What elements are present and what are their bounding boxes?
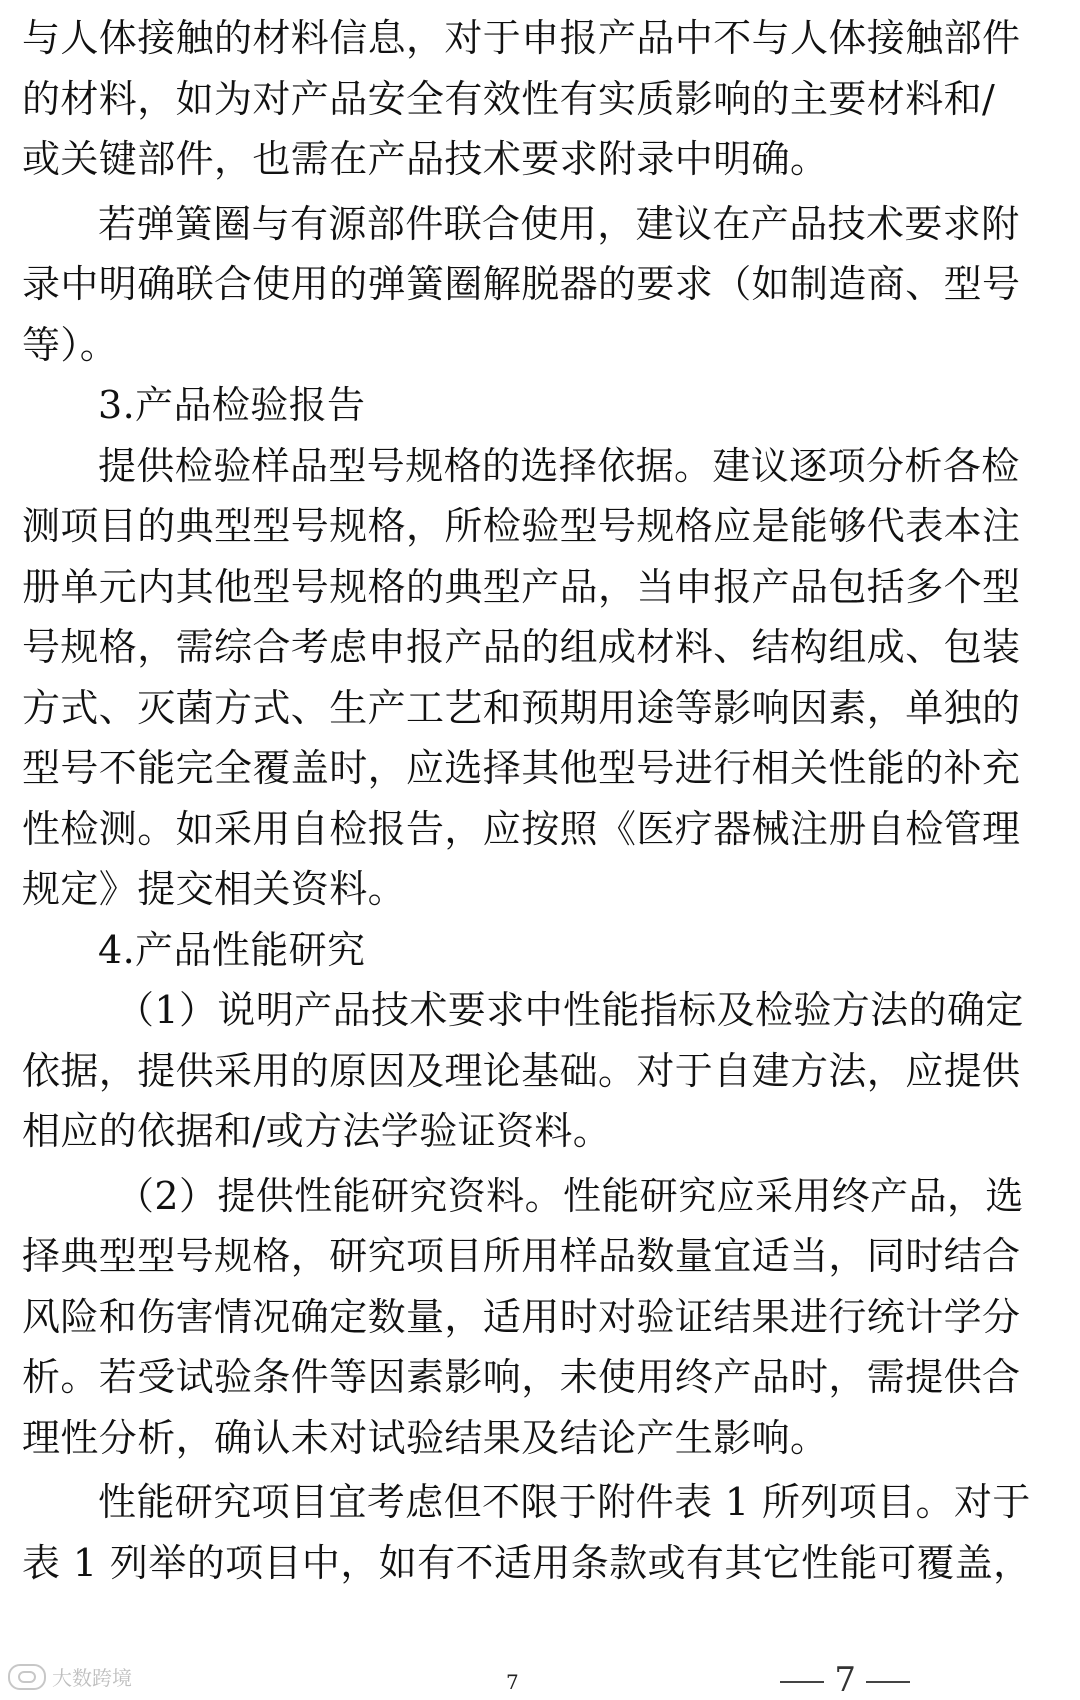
heading-text: 4.产品性能研究 xyxy=(98,927,366,972)
text-line: 型号不能完全覆盖时，应选择其他型号进行相关性能的补充 xyxy=(22,746,1021,790)
page-number xyxy=(770,1660,920,1700)
text-line: 择典型型号规格，研究项目所用样品数量宜适当，同时结合 xyxy=(22,1234,1021,1278)
text-line: 录中明确联合使用的弹簧圈解脱器的要求（如制造商、型号 xyxy=(22,262,1021,306)
text-line: 性检测。如采用自检报告，应按照《医疗器械注册自检管理 xyxy=(22,806,1021,851)
paragraph-continuation xyxy=(22,8,1021,190)
text-line: 相应的依据和/或方法学验证资料。 xyxy=(22,1109,612,1153)
dash-right xyxy=(866,1681,910,1683)
text-line: 或关键部件，也需在产品技术要求附录中明确。 xyxy=(22,137,829,181)
page-number-value: 7 xyxy=(834,1660,856,1700)
cloud-logo-icon xyxy=(8,1664,46,1690)
section-heading-performance-study xyxy=(22,920,1002,981)
text-line: 册单元内其他型号规格的典型产品，当申报产品包括多个型 xyxy=(22,564,1021,609)
paragraph-performance-item-1 xyxy=(22,980,1024,1162)
text-line: 等）。 xyxy=(22,322,119,367)
text-line: 测项目的典型型号规格，所检验型号规格应是能够代表本注 xyxy=(22,504,1021,548)
text-line: 若弹簧圈与有源部件联合使用，建议在产品技术要求附 xyxy=(98,201,1020,246)
text-line: 性能研究项目宜考虑但不限于附件表 1 所列项目。对于 xyxy=(98,1480,1031,1524)
document-page xyxy=(22,8,1032,1593)
text-line: 方式、灭菌方式、生产工艺和预期用途等影响因素，单独的 xyxy=(22,685,1021,730)
section-heading-inspection-report xyxy=(22,375,1002,436)
watermark xyxy=(8,1662,132,1691)
paragraph-spring-coil xyxy=(22,194,1021,376)
text-line: （2）提供性能研究资料。性能研究应采用终产品，选 xyxy=(116,1173,1024,1218)
paragraph-performance-items-table xyxy=(22,1472,1032,1593)
text-line: 理性分析，确认未对试验结果及结论产生影响。 xyxy=(22,1415,829,1460)
text-line: 依据，提供采用的原因及理论基础。对于自建方法，应提供 xyxy=(22,1048,1021,1093)
text-line: 表 1 列举的项目中，如有不适用条款或有其它性能可覆盖， xyxy=(22,1540,1032,1585)
text-line: （1）说明产品技术要求中性能指标及检验方法的确定 xyxy=(116,988,1024,1032)
text-line: 风险和伤害情况确定数量，适用时对验证结果进行统计学分 xyxy=(22,1294,1021,1339)
text-line: 规定》提交相关资料。 xyxy=(22,867,407,911)
text-line: 号规格，需综合考虑申报产品的组成材料、结构组成、包装 xyxy=(22,625,1021,669)
text-line: 与人体接触的材料信息，对于申报产品中不与人体接触部件 xyxy=(22,16,1021,60)
text-line: 析。若受试验条件等因素影响，未使用终产品时，需提供合 xyxy=(22,1355,1021,1399)
paragraph-performance-item-2 xyxy=(22,1166,1024,1469)
text-line: 的材料，如为对产品安全有效性有实质影响的主要材料和/ xyxy=(22,76,996,121)
dash-left xyxy=(780,1681,824,1683)
watermark-text: 大数跨境 xyxy=(52,1666,132,1690)
heading-text: 3.产品检验报告 xyxy=(98,383,366,427)
page-number-small: 7 xyxy=(506,1670,519,1694)
text-line: 提供检验样品型号规格的选择依据。建议逐项分析各检 xyxy=(98,443,1020,488)
paragraph-inspection-report xyxy=(22,436,1021,920)
